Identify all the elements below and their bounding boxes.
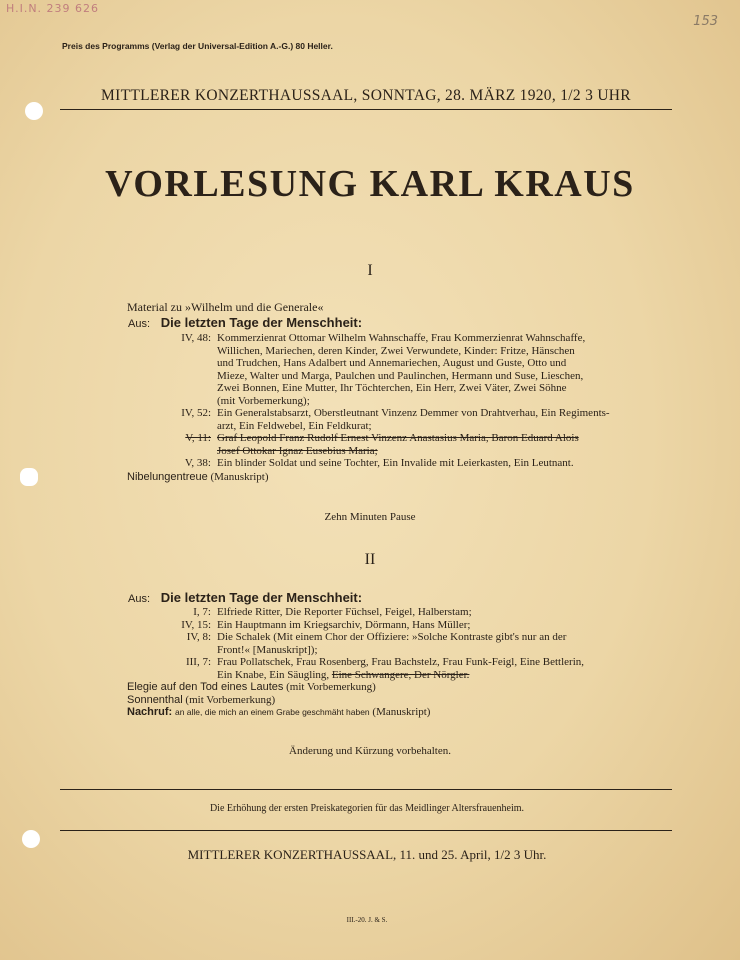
item-note: (Manuskript) (210, 471, 269, 483)
item-title: Nachruf: (127, 706, 173, 718)
material-line: Material zu »Wilhelm und die Generale« (127, 300, 324, 314)
aus-line (128, 316, 362, 331)
scene-text: Kommerzienrat Ottomar Wilhelm Wahnschaffe, Frau Kommerzienrat Wahnschaffe, (217, 332, 586, 344)
venue-date: MITTLERER KONZERTHAUSSAAL, SONNTAG, 28. MÄRZ 1920, 1/2 3 UHR (101, 87, 631, 104)
scene-ref: IV, 48: (181, 332, 211, 344)
scene-text: Ein Hauptmann im Kriegsarchiv, Dörmann, Hans Müller; (217, 618, 471, 631)
scene-text-struck: Josef Ottokar Ignaz Eusebius Maria; (217, 444, 378, 457)
part-two-numeral: II (364, 551, 376, 568)
scene-ref-struck: V, 11: (185, 432, 211, 444)
printer-code: III.-20. J. & S. (346, 916, 388, 924)
scene-text: Ein blinder Soldat und seine Tochter, Ein Invalide mit Leierkasten, Ein Leutnant. (217, 457, 574, 469)
reservation-note: Änderung und Kürzung vorbehalten. (289, 745, 451, 757)
scene-text: arzt, Ein Feldwebel, Ein Feldkurat; (217, 419, 372, 432)
intermission: Zehn Minuten Pause (324, 511, 416, 523)
page-number: 153 (693, 14, 718, 29)
scene-text: Zwei Bonnen, Eine Mutter, Ihr Töchterchen, Ein Herr, Zwei Väter, Zwei Söhne (217, 382, 567, 394)
scene-text: Front!« [Manuskript]); (217, 643, 318, 656)
scene-ref: I, 7: (193, 606, 211, 618)
item-note: (mit Vorbemerkung) (286, 681, 376, 693)
aus-label: Aus: (128, 593, 151, 605)
scene-text: Die Schalek (Mit einem Chor der Offiziere: »Solche Kontraste gibt's nur an der (217, 631, 567, 643)
scene-text: Frau Pollatschek, Frau Rosenberg, Frau Bachstelz, Frau Funk-Feigl, Eine Bettlerin, (217, 656, 585, 668)
scene-ref: III, 7: (185, 656, 211, 668)
punch-hole (22, 830, 40, 848)
work-title: Die letzten Tage der Menschheit: (160, 590, 363, 605)
scene-text: Elfriede Ritter, Die Reporter Füchsel, Feigel, Halberstam; (217, 606, 472, 618)
aus-line (128, 591, 362, 606)
scene-ref: V, 38: (184, 457, 211, 469)
divider (60, 830, 672, 831)
item-title: Sonnenthal (127, 694, 183, 706)
scene-text: und Trudchen, Hans Adalbert und Annemariechen, August und Guste, Otto und (217, 357, 567, 369)
punch-hole (20, 468, 38, 486)
divider (60, 109, 672, 110)
scene-text: Willichen, Mariechen, deren Kinder, Zwei Verwundete, Kinder: Fritze, Hänschen (217, 344, 575, 357)
item-subtitle: an alle, die mich an einem Grabe geschmäht haben (174, 707, 370, 717)
scene-text: (mit Vorbemerkung); (217, 394, 310, 407)
archive-mark: H.I.N. 239 626 (6, 2, 100, 15)
scene-text (217, 669, 469, 681)
scene-ref: IV, 52: (181, 407, 211, 419)
program-item (127, 471, 269, 484)
aus-label: Aus: (128, 318, 151, 330)
charity-note: Die Erhöhung der ersten Preiskategorien für das Meidlinger Altersfrauenheim. (209, 803, 525, 814)
work-title: Die letzten Tage der Menschheit: (160, 315, 363, 330)
scene-text-struck: Graf Leopold Franz Rudolf Ernest Vinzenz Anastasius Maria, Baron Eduard Alois (217, 432, 579, 444)
next-dates: MITTLERER KONZERTHAUSSAAL, 11. und 25. April, 1/2 3 Uhr. (187, 847, 547, 862)
item-title: Nibelungentreue (127, 471, 208, 483)
part-one-numeral: I (367, 262, 373, 279)
program-item (127, 706, 430, 719)
scene-ref: IV, 15: (181, 618, 211, 631)
item-note: (mit Vorbemerkung) (185, 694, 276, 706)
program-item (127, 681, 376, 694)
scene-text: Mieze, Walter und Marga, Paulchen und Paulinchen, Hermann und Suse, Lieschen, (217, 369, 584, 382)
page-title: VORLESUNG KARL KRAUS (105, 163, 635, 205)
price-note: Preis des Programms (Verlag der Universal-Edition A.-G.) 80 Heller. (62, 41, 333, 51)
scene-text-struck: Eine Schwangere, Der Nörgler. (331, 668, 470, 681)
scene-text: Ein Generalstabsarzt, Oberstleutnant Vinzenz Demmer von Drahtverhau, Ein Regiments- (217, 407, 610, 419)
scene-text-part: Ein Knabe, Ein Säugling, (217, 668, 330, 681)
punch-hole (25, 102, 43, 120)
item-title: Elegie auf den Tod eines Lautes (127, 681, 284, 693)
divider (60, 789, 672, 790)
item-note: (Manuskript) (372, 706, 431, 718)
scene-ref: IV, 8: (186, 631, 211, 643)
